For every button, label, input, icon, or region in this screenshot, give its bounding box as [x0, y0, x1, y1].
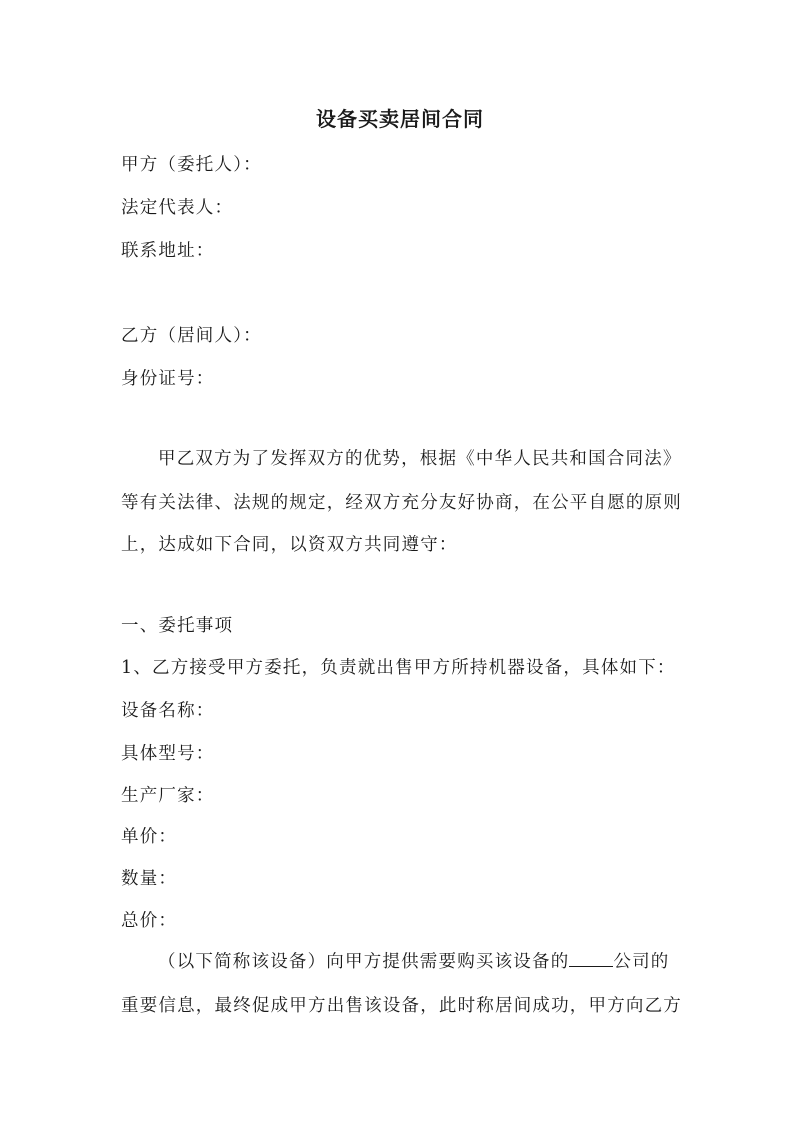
clause-1: 1、乙方接受甲方委托，负责就出售甲方所持机器设备，具体如下：: [121, 658, 676, 678]
intro-line-2: 等有关法律、法规的规定，经双方充分友好协商，在公平自愿的原则: [121, 493, 682, 513]
document-title: 设备买卖居间合同: [316, 107, 484, 131]
para-2-text-after: 公司的: [613, 952, 670, 972]
para-2-line-1: [158, 948, 670, 973]
company-blank: [569, 952, 613, 967]
intro-line-1: 甲乙双方为了发挥双方的优势，根据《中华人民共和国合同法》: [158, 449, 682, 469]
legal-rep-label: 法定代表人：: [121, 198, 234, 218]
address-label: 联系地址：: [121, 241, 215, 261]
total-price-label: 总价：: [121, 911, 178, 931]
quantity-label: 数量：: [121, 869, 178, 889]
para-2-line-2: 重要信息，最终促成甲方出售该设备，此时称居间成功，甲方向乙方: [121, 996, 682, 1016]
device-name-label: 设备名称：: [121, 701, 215, 721]
para-2-text-before: （以下简称该设备）向甲方提供需要购买该设备的: [158, 952, 570, 972]
party-a-label: 甲方（委托人）：: [121, 155, 262, 175]
intro-line-3: 上，达成如下合同，以资双方共同遵守：: [121, 535, 458, 555]
unit-price-label: 单价：: [121, 827, 178, 847]
section-1-heading: 一、委托事项: [121, 616, 234, 636]
manufacturer-label: 生产厂家：: [121, 786, 215, 806]
party-b-label: 乙方（居间人）：: [121, 326, 262, 346]
model-label: 具体型号：: [121, 744, 215, 764]
id-number-label: 身份证号：: [121, 369, 215, 389]
